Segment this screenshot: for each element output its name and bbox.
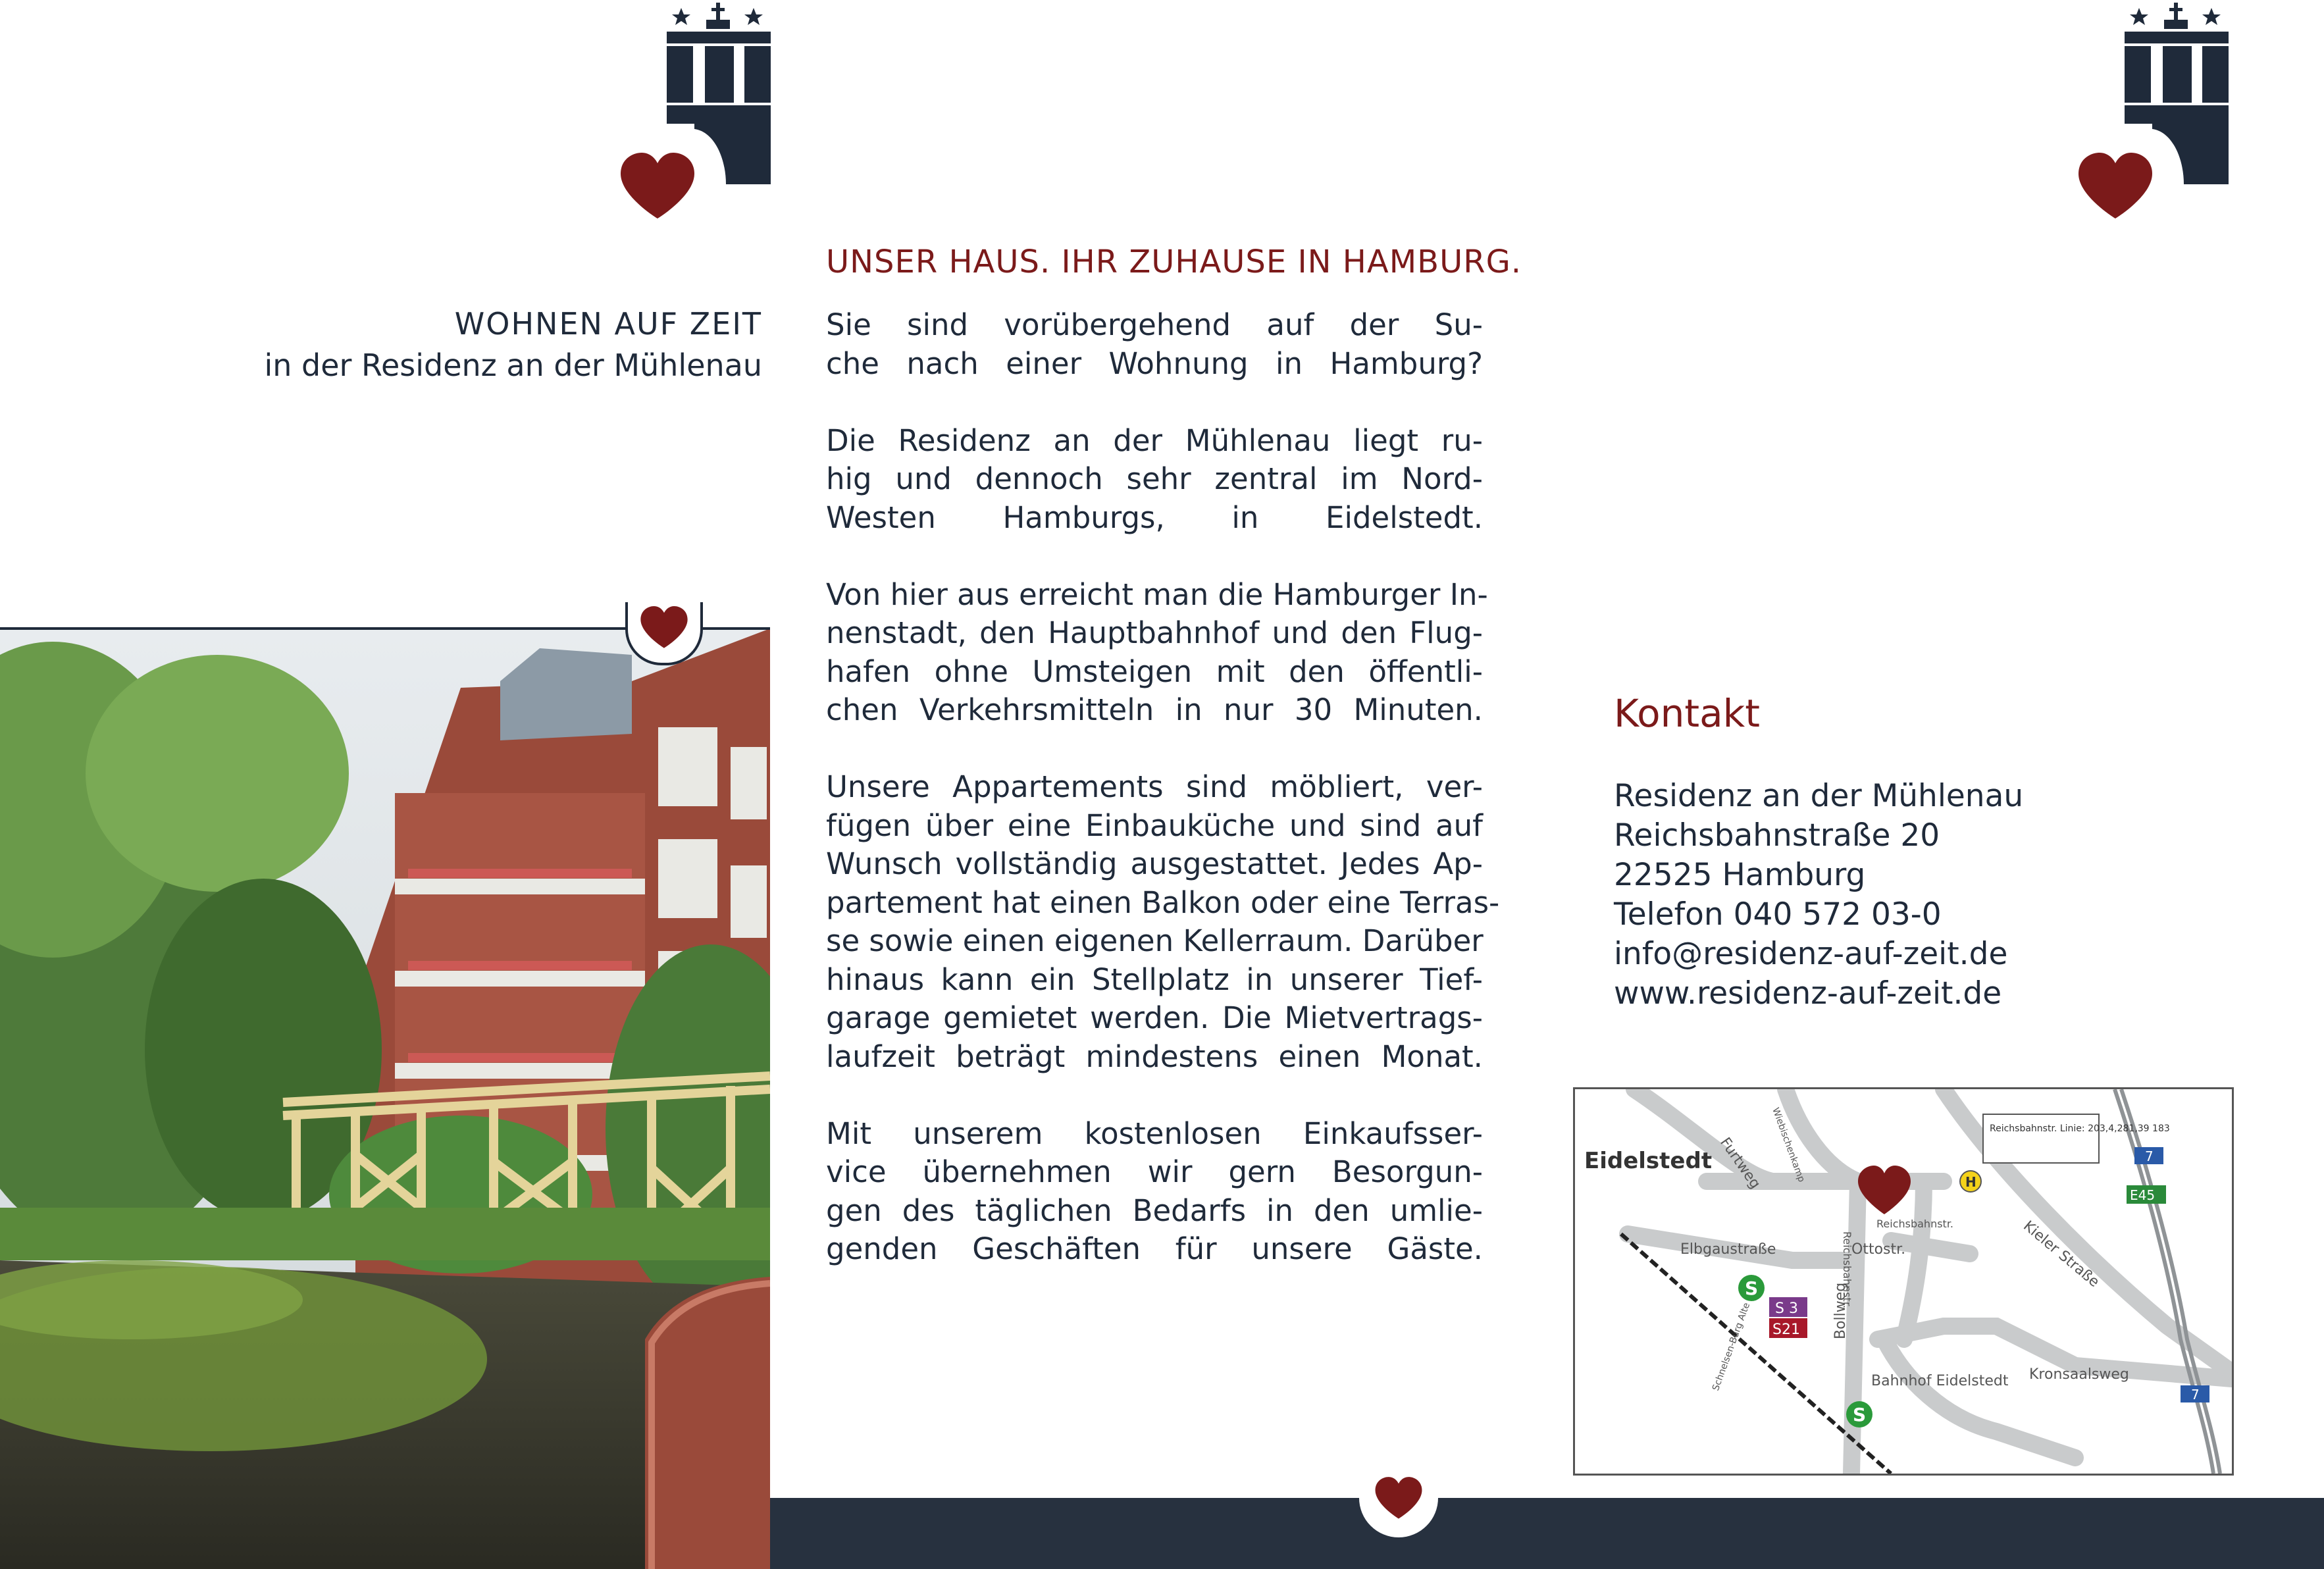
location-map (1573, 1087, 2234, 1476)
map-station-label: Bahnhof Eidelstedt (1871, 1373, 2009, 1389)
line-badge: S 3 (1775, 1300, 1798, 1317)
left-title: WOHNEN AUF ZEIT (454, 306, 762, 342)
road-sign: 7 (2191, 1387, 2200, 1402)
paragraph (826, 576, 1488, 730)
text-line: Unsere Appartements sind möbliert, ver- (826, 769, 1483, 804)
text-line: Westen Hamburgs, in Eidelstedt. (826, 500, 1483, 535)
contact-street: Reichsbahnstraße 20 (1614, 817, 1940, 854)
contact-city: 22525 Hamburg (1614, 857, 1866, 893)
bus-stop-label: Reichsbahnstr. Linie: 203,4,281,39 183 (1990, 1123, 2170, 1134)
hamburg-castle-logo (615, 0, 773, 224)
map-street-label: Kronsaalsweg (2029, 1366, 2129, 1383)
text-line: hig und dennoch sehr zentral im Nord- (826, 461, 1483, 496)
main-text (826, 306, 1500, 1307)
hamburg-castle-logo (2073, 0, 2231, 224)
text-line: se sowie einen eigenen Kellerraum. Darüber (826, 923, 1484, 958)
contact-name: Residenz an der Mühlenau (1614, 778, 2024, 814)
map-street-label: Ottostr. (1851, 1241, 1906, 1258)
contact-email[interactable]: info@residenz-auf-zeit.de (1614, 936, 2008, 972)
contact-title: Kontakt (1614, 691, 1761, 736)
map-street-label: Reichsbahnstr. (1841, 1231, 1853, 1309)
heart-icon (621, 153, 694, 219)
paragraph (826, 768, 1500, 1076)
text-line: genden Geschäften für unsere Gäste. (826, 1231, 1483, 1266)
text-line: chen Verkehrsmitteln in nur 30 Minuten. (826, 692, 1483, 727)
text-line: hafen ohne Umsteigen mit den öffentli- (826, 654, 1483, 689)
road-sign: E45 (2130, 1187, 2156, 1203)
residence-photo (0, 629, 770, 1569)
line-badge: S21 (1772, 1322, 1800, 1338)
text-line: garage gemietet werden. Die Mietvertrags- (826, 1000, 1483, 1035)
main-heading: UNSER HAUS. IHR ZUHAUSE IN HAMBURG. (826, 244, 1522, 280)
text-line: Mit unserem kostenlosen Einkaufsser- (826, 1116, 1483, 1151)
paragraph (826, 422, 1483, 538)
map-street-label: Kieler Straße (2020, 1218, 2103, 1291)
map-street-label: Wiebischenkamp (1770, 1106, 1807, 1184)
text-line: Wunsch vollständig ausgestattet. Jedes Ap- (826, 846, 1483, 881)
contact-phone[interactable]: Telefon 040 572 03-0 (1614, 896, 1942, 933)
text-line: gen des täglichen Bedarfs in den umlie- (826, 1193, 1483, 1228)
photo-frame-line (0, 627, 625, 630)
map-street-label: Schnelsen-Burg Alte (1710, 1301, 1753, 1393)
text-line: fügen über eine Einbauküche und sind auf (826, 808, 1483, 843)
heart-icon (1374, 1477, 1424, 1523)
text-line: nenstadt, den Hauptbahnhof und den Flug- (826, 615, 1483, 650)
text-line: Von hier aus erreicht man die Hamburger In- (826, 577, 1488, 612)
text-line: hinaus kann ein Stellplatz in unserer Tief- (826, 962, 1483, 997)
photo-frame-line (698, 627, 770, 630)
map-label-district: Eidelstedt (1584, 1148, 1713, 1174)
heart-icon (2079, 153, 2152, 219)
contact-block (1614, 777, 2023, 1014)
paragraph (826, 306, 1483, 383)
text-line: laufzeit beträgt mindestens einen Monat. (826, 1039, 1483, 1074)
map-street-label: Furtweg (1717, 1135, 1764, 1192)
sbahn-icon: S (1853, 1404, 1867, 1426)
text-line: Die Residenz an der Mühlenau liegt ru- (826, 423, 1483, 458)
map-street-label: Reichsbahnstr. (1876, 1218, 1954, 1230)
sbahn-icon: S (1745, 1277, 1759, 1299)
text-line: Sie sind vorübergehend auf der Su- (826, 307, 1483, 342)
text-line: vice übernehmen wir gern Besorgun- (826, 1154, 1483, 1189)
text-line: che nach einer Wohnung in Hamburg? (826, 346, 1483, 381)
bus-stop-icon: H (1965, 1174, 1976, 1190)
heart-icon (638, 606, 690, 652)
map-street-label: Bollweg (1832, 1282, 1849, 1339)
bottom-bar (770, 1498, 2324, 1569)
paragraph (826, 1115, 1483, 1269)
left-subtitle: in der Residenz an der Mühlenau (264, 347, 762, 383)
text-line: partement hat einen Balkon oder eine Terras- (826, 885, 1500, 920)
contact-website[interactable]: www.residenz-auf-zeit.de (1614, 975, 2002, 1012)
map-street-label: Elbgaustraße (1680, 1241, 1776, 1258)
road-sign: 7 (2145, 1148, 2154, 1164)
